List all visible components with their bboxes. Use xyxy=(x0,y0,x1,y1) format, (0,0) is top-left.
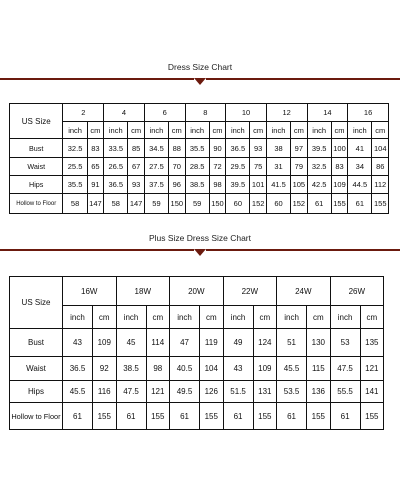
measurement-row xyxy=(10,139,389,158)
us-size-label: US Size xyxy=(10,104,63,139)
unit-inch-header: inch xyxy=(144,122,168,139)
measurement-row xyxy=(10,176,389,194)
measurement-value: 38.5 xyxy=(185,176,209,194)
unit-inch-header: inch xyxy=(266,122,290,139)
unit-cm-header: cm xyxy=(372,122,389,139)
unit-cm-header: cm xyxy=(87,122,103,139)
measurement-label: Hollow to Floor xyxy=(10,403,63,430)
unit-inch-header: inch xyxy=(104,122,128,139)
unit-cm-header: cm xyxy=(93,306,117,329)
measurement-value: 155 xyxy=(146,403,170,430)
measurement-value: 25.5 xyxy=(63,158,87,176)
unit-inch-header: inch xyxy=(223,306,253,329)
unit-cm-header: cm xyxy=(360,306,384,329)
unit-header-row xyxy=(10,122,389,139)
measurement-value: 83 xyxy=(331,158,347,176)
measurement-row xyxy=(10,381,384,403)
measurement-value: 114 xyxy=(146,329,170,357)
measurement-value: 59 xyxy=(185,194,209,214)
measurement-value: 32.5 xyxy=(307,158,331,176)
measurement-value: 40.5 xyxy=(170,357,200,381)
divider-line-left xyxy=(0,78,194,80)
measurement-value: 26.5 xyxy=(104,158,128,176)
measurement-value: 41.5 xyxy=(266,176,290,194)
measurement-value: 155 xyxy=(253,403,277,430)
measurement-value: 55.5 xyxy=(330,381,360,403)
measurement-value: 100 xyxy=(331,139,347,158)
unit-cm-header: cm xyxy=(331,122,347,139)
measurement-value: 47 xyxy=(170,329,200,357)
measurement-value: 155 xyxy=(93,403,117,430)
plus-size-chart-title: Plus Size Dress Size Chart xyxy=(148,233,252,243)
measurement-label: Hips xyxy=(10,176,63,194)
measurement-value: 155 xyxy=(200,403,224,430)
measurement-value: 45.5 xyxy=(63,381,93,403)
measurement-value: 61 xyxy=(277,403,307,430)
measurement-value: 155 xyxy=(372,194,389,214)
measurement-value: 86 xyxy=(372,158,389,176)
unit-cm-header: cm xyxy=(250,122,266,139)
dress-size-chart-title: Dress Size Chart xyxy=(167,62,233,72)
unit-inch-header: inch xyxy=(63,306,93,329)
divider-line-right xyxy=(206,78,400,80)
unit-cm-header: cm xyxy=(200,306,224,329)
measurement-value: 44.5 xyxy=(348,176,372,194)
measurement-value: 45.5 xyxy=(277,357,307,381)
unit-cm-header: cm xyxy=(169,122,185,139)
measurement-value: 109 xyxy=(253,357,277,381)
measurement-value: 49 xyxy=(223,329,253,357)
unit-inch-header: inch xyxy=(226,122,250,139)
measurement-value: 31 xyxy=(266,158,290,176)
measurement-value: 131 xyxy=(253,381,277,403)
measurement-value: 121 xyxy=(146,381,170,403)
measurement-value: 32.5 xyxy=(63,139,87,158)
measurement-value: 58 xyxy=(63,194,87,214)
measurement-value: 37.5 xyxy=(144,176,168,194)
size-column-header: 14 xyxy=(307,104,348,122)
measurement-label: Hollow to Floor xyxy=(10,194,63,214)
measurement-value: 60 xyxy=(226,194,250,214)
measurement-value: 61 xyxy=(116,403,146,430)
measurement-value: 35.5 xyxy=(63,176,87,194)
measurement-value: 35.5 xyxy=(185,139,209,158)
unit-cm-header: cm xyxy=(128,122,144,139)
measurement-label: Bust xyxy=(10,139,63,158)
measurement-row xyxy=(10,194,389,214)
unit-inch-header: inch xyxy=(116,306,146,329)
unit-inch-header: inch xyxy=(63,122,87,139)
size-column-header: 8 xyxy=(185,104,226,122)
size-column-header: 24W xyxy=(277,277,331,306)
measurement-value: 109 xyxy=(93,329,117,357)
size-column-header: 2 xyxy=(63,104,104,122)
measurement-label: Hips xyxy=(10,381,63,403)
measurement-row xyxy=(10,357,384,381)
measurement-value: 67 xyxy=(128,158,144,176)
measurement-value: 36.5 xyxy=(226,139,250,158)
size-column-header: 26W xyxy=(330,277,384,306)
measurement-value: 92 xyxy=(93,357,117,381)
measurement-value: 126 xyxy=(200,381,224,403)
measurement-value: 150 xyxy=(209,194,225,214)
measurement-value: 112 xyxy=(372,176,389,194)
measurement-value: 147 xyxy=(128,194,144,214)
unit-cm-header: cm xyxy=(146,306,170,329)
measurement-value: 29.5 xyxy=(226,158,250,176)
size-column-header: 22W xyxy=(223,277,277,306)
measurement-value: 70 xyxy=(169,158,185,176)
measurement-value: 105 xyxy=(291,176,307,194)
unit-inch-header: inch xyxy=(277,306,307,329)
measurement-value: 85 xyxy=(128,139,144,158)
measurement-value: 61 xyxy=(307,194,331,214)
size-column-header: 4 xyxy=(104,104,145,122)
unit-inch-header: inch xyxy=(330,306,360,329)
unit-inch-header: inch xyxy=(185,122,209,139)
measurement-value: 115 xyxy=(307,357,331,381)
measurement-value: 28.5 xyxy=(185,158,209,176)
measurement-value: 96 xyxy=(169,176,185,194)
measurement-value: 51.5 xyxy=(223,381,253,403)
measurement-label: Bust xyxy=(10,329,63,357)
measurement-value: 155 xyxy=(360,403,384,430)
measurement-value: 152 xyxy=(291,194,307,214)
measurement-value: 53.5 xyxy=(277,381,307,403)
measurement-value: 33.5 xyxy=(104,139,128,158)
measurement-value: 101 xyxy=(250,176,266,194)
measurement-value: 38.5 xyxy=(116,357,146,381)
measurement-value: 98 xyxy=(209,176,225,194)
measurement-value: 136 xyxy=(307,381,331,403)
unit-inch-header: inch xyxy=(170,306,200,329)
measurement-value: 45 xyxy=(116,329,146,357)
measurement-value: 61 xyxy=(348,194,372,214)
measurement-value: 93 xyxy=(128,176,144,194)
divider-arrow xyxy=(194,78,206,85)
measurement-value: 39.5 xyxy=(226,176,250,194)
us-size-label: US Size xyxy=(10,277,63,329)
measurement-value: 79 xyxy=(291,158,307,176)
size-column-header: 16 xyxy=(348,104,389,122)
measurement-value: 130 xyxy=(307,329,331,357)
measurement-row xyxy=(10,158,389,176)
measurement-value: 155 xyxy=(331,194,347,214)
unit-inch-header: inch xyxy=(307,122,331,139)
unit-cm-header: cm xyxy=(253,306,277,329)
measurement-value: 51 xyxy=(277,329,307,357)
measurement-row xyxy=(10,329,384,357)
plus-size-table xyxy=(9,276,384,430)
unit-cm-header: cm xyxy=(307,306,331,329)
measurement-value: 43 xyxy=(63,329,93,357)
measurement-value: 88 xyxy=(169,139,185,158)
measurement-value: 34.5 xyxy=(144,139,168,158)
divider-line-right xyxy=(206,249,400,251)
unit-cm-header: cm xyxy=(209,122,225,139)
measurement-value: 152 xyxy=(250,194,266,214)
measurement-value: 61 xyxy=(170,403,200,430)
size-column-header: 18W xyxy=(116,277,170,306)
measurement-value: 36.5 xyxy=(63,357,93,381)
measurement-value: 58 xyxy=(104,194,128,214)
size-column-header: 12 xyxy=(266,104,307,122)
measurement-value: 116 xyxy=(93,381,117,403)
measurement-value: 47.5 xyxy=(330,357,360,381)
measurement-value: 61 xyxy=(330,403,360,430)
measurement-value: 155 xyxy=(307,403,331,430)
measurement-value: 61 xyxy=(63,403,93,430)
measurement-value: 121 xyxy=(360,357,384,381)
measurement-value: 119 xyxy=(200,329,224,357)
measurement-value: 124 xyxy=(253,329,277,357)
size-column-header: 16W xyxy=(63,277,117,306)
measurement-value: 42.5 xyxy=(307,176,331,194)
measurement-label: Waist xyxy=(10,357,63,381)
measurement-value: 83 xyxy=(87,139,103,158)
measurement-value: 59 xyxy=(144,194,168,214)
measurement-value: 93 xyxy=(250,139,266,158)
measurement-value: 75 xyxy=(250,158,266,176)
unit-header-row xyxy=(10,306,384,329)
measurement-value: 49.5 xyxy=(170,381,200,403)
measurement-label: Waist xyxy=(10,158,63,176)
divider-arrow xyxy=(194,249,206,256)
measurement-value: 39.5 xyxy=(307,139,331,158)
measurement-value: 150 xyxy=(169,194,185,214)
size-column-header: 6 xyxy=(144,104,185,122)
measurement-value: 104 xyxy=(372,139,389,158)
size-column-header: 20W xyxy=(170,277,224,306)
measurement-value: 147 xyxy=(87,194,103,214)
measurement-value: 135 xyxy=(360,329,384,357)
measurement-value: 98 xyxy=(146,357,170,381)
measurement-value: 72 xyxy=(209,158,225,176)
size-header-row xyxy=(10,277,384,306)
unit-cm-header: cm xyxy=(291,122,307,139)
measurement-value: 41 xyxy=(348,139,372,158)
measurement-value: 38 xyxy=(266,139,290,158)
measurement-value: 141 xyxy=(360,381,384,403)
measurement-value: 53 xyxy=(330,329,360,357)
measurement-value: 104 xyxy=(200,357,224,381)
measurement-value: 61 xyxy=(223,403,253,430)
measurement-value: 90 xyxy=(209,139,225,158)
divider-line-left xyxy=(0,249,194,251)
measurement-value: 47.5 xyxy=(116,381,146,403)
size-header-row xyxy=(10,104,389,122)
measurement-value: 27.5 xyxy=(144,158,168,176)
measurement-value: 34 xyxy=(348,158,372,176)
measurement-value: 91 xyxy=(87,176,103,194)
unit-inch-header: inch xyxy=(348,122,372,139)
dress-size-table xyxy=(9,103,389,214)
measurement-value: 43 xyxy=(223,357,253,381)
measurement-value: 65 xyxy=(87,158,103,176)
measurement-value: 109 xyxy=(331,176,347,194)
measurement-row xyxy=(10,403,384,430)
size-column-header: 10 xyxy=(226,104,267,122)
measurement-value: 60 xyxy=(266,194,290,214)
measurement-value: 36.5 xyxy=(104,176,128,194)
measurement-value: 97 xyxy=(291,139,307,158)
